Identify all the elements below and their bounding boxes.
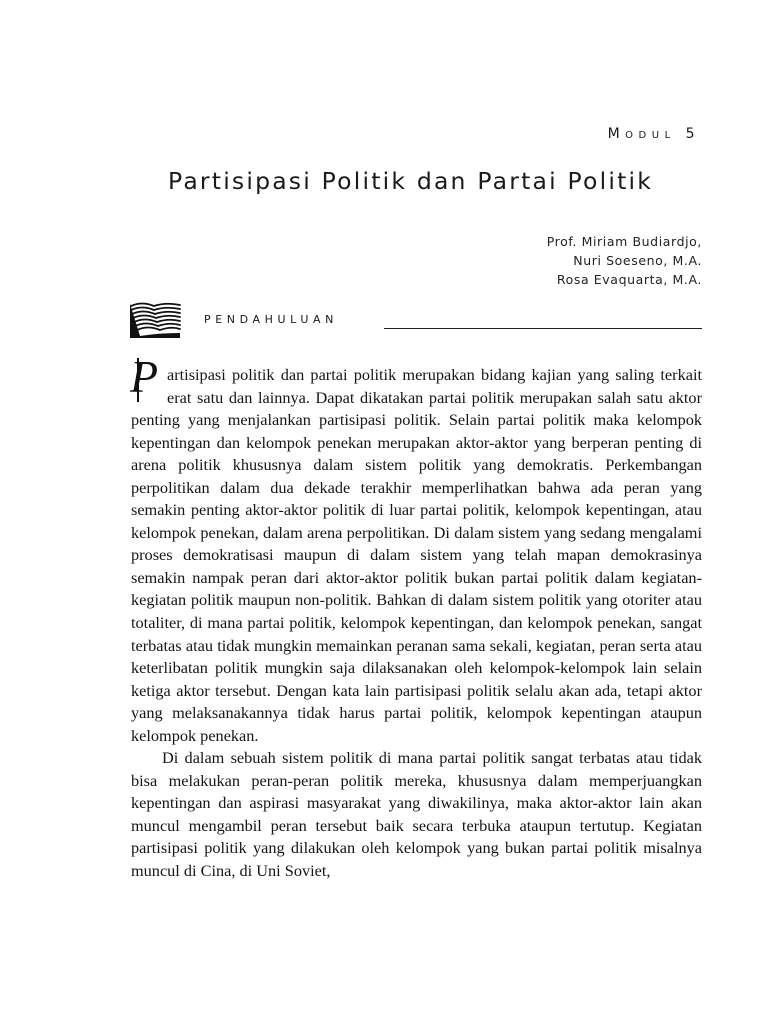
section-divider (384, 328, 702, 329)
drop-cap-letter: P (130, 352, 159, 402)
body-text (130, 352, 702, 883)
author-line: Prof. Miriam Budiardjo, (546, 234, 702, 249)
author-line: Nuri Soeseno, M.A. (573, 253, 702, 268)
paragraph (130, 352, 702, 747)
open-book-icon (128, 300, 184, 342)
module-label: Modul 5 (607, 126, 700, 142)
paragraph-text: artisipasi politik dan partai politik merupakan bidang kajian yang saling terkait erat satu dan lainnya. Dapat dikatakan partai politik merupakan salah satu aktor penting yang menjalankan partisipasi politik. Selain partai politik maka kelompok kepentingan dan kelompok penekan merupakan aktor-aktor yang berperan penting di arena politik khususnya dalam sistem politik yang demokratis. Perkembangan perpolitikan dalam dua dekade terakhir memperlihatkan bahwa ada peran yang semakin penting aktor-aktor politik di luar partai politik, kelompok kepentingan, atau kelompok penekan, dalam arena perpolitikan. Di dalam sistem yang sedang mengalami proses demokratisasi maupun di dalam sistem yang telah mapan demokrasinya semakin nampak peran dari aktor-aktor politik bukan partai politik dalam kegiatan-kegiatan politik maupun non-politik. Bahkan di dalam sistem politik yang otoriter atau totaliter, di mana partai politik, kelompok kepentingan, dan kelompok penekan, sangat terbatas atau tidak mungkin memainkan peranan sama sekali, kegiatan, peran serta atau keterlibatan politik mungkin saja dilaksanakan oleh kelompok-kelompok lain selain ketiga aktor tersebut. Dengan kata lain partisipasi politik selalu akan ada, tetapi aktor yang melaksanakannya tidak harus partai politik, kelompok kepentingan ataupun kelompok penekan. (131, 365, 702, 745)
section-heading: PENDAHULUAN (204, 313, 338, 326)
author-list (547, 232, 702, 289)
author-line: Rosa Evaquarta, M.A. (556, 272, 702, 287)
drop-cap (130, 352, 167, 402)
paragraph: Di dalam sebuah sistem politik di mana partai politik sangat terbatas atau tidak bisa melakukan peran-peran politik mereka, khususnya dalam memperjuangkan kepentingan dan aspirasi masyarakat yang diwakilinya, maka aktor-aktor lain akan muncul mengambil peran tersebut baik secara terbuka ataupun tertutup. Kegiatan partisipasi politik yang dilakukan oleh kelompok yang bukan partai politik misalnya muncul di Cina, di Uni Soviet, (131, 748, 702, 881)
page-title: Partisipasi Politik dan Partai Politik (168, 167, 654, 195)
